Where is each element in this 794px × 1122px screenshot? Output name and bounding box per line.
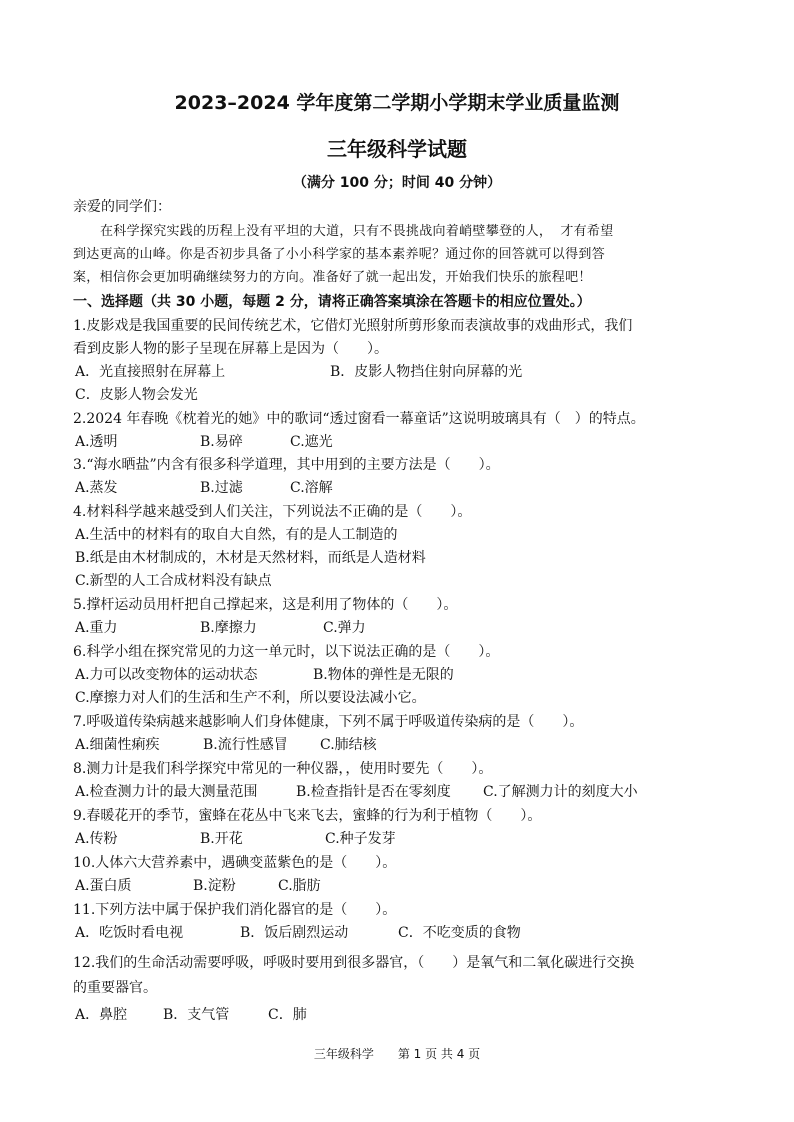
option-c: C.弹力 [323,620,366,636]
option-c: C.新型的人工合成材料没有缺点 [75,573,272,589]
page-footer [0,1045,794,1062]
question-stem: 1.皮影戏是我国重要的民间传统艺术，它借灯光照射所剪形象而表演故事的戏曲形式，我们 [73,318,633,334]
question-stem: 3.“海水晒盐”内含有很多科学道理，其中用到的主要方法是（ ）。 [73,457,500,473]
exam-title: 2023–2024 学年度第二学期小学期末学业质量监测 [174,92,620,114]
option-a: A.透明 [75,434,118,450]
footer-page-number: 第 1 页 共 4 页 [397,1047,481,1061]
option-a: A．鼻腔 [75,1007,128,1023]
footer-subject: 三年级科学 [313,1047,374,1061]
option-a: A.细菌性痢疾 [75,737,160,753]
option-c: C.种子发芽 [325,831,396,847]
option-a: A.重力 [75,620,118,636]
option-b: B.流行性感冒 [203,737,288,753]
question-stem: 8.测力计是我们科学探究中常见的一种仪器，，使用时要先（ ）。 [73,761,493,777]
option-a: A.生活中的材料有的取自大自然，有的是人工制造的 [75,527,398,543]
intro-line: 在科学探究实践的历程上没有平坦的大道，只有不畏挑战向着峭壁攀登的人， 才有希望 [100,224,614,239]
option-b: B．饭后剧烈运动 [240,925,349,941]
section-heading: 一、选择题（共 30 小题，每题 2 分，请将正确答案填涂在答题卡的相应位置处。） [73,294,591,310]
option-b: B.过滤 [200,480,243,496]
option-c: C．皮影人物会发光 [75,387,198,403]
exam-info: （满分 100 分；时间 40 分钟） [292,175,502,191]
option-c: C.遮光 [290,434,333,450]
question-stem: 2.2024 年春晚《枕着光的她》中的歌词“透过窗看一幕童话”这说明玻璃具有（ ）的特点。 [73,411,645,427]
option-b: B．支气管 [163,1007,230,1023]
question-stem: 12.我们的生命活动需要呼吸，呼吸时要用到很多器官，（ ）是氧气和二氧化碳进行交换 [73,955,635,971]
question-stem: 4.材料科学越来越受到人们关注，下列说法不正确的是（ ）。 [73,504,472,520]
option-a: A.检查测力计的最大测量范围 [75,784,258,800]
option-b: B.开花 [200,831,243,847]
question-stem: 看到皮影人物的影子呈现在屏幕上是因为（ ）。 [73,341,388,357]
question-stem: 6.科学小组在探究常见的力这一单元时，以下说法正确的是（ ）。 [73,644,500,660]
option-a: A．吃饭时看电视 [75,925,184,941]
question-stem: 7.呼吸道传染病越来越影响人们身体健康，下列不属于呼吸道传染病的是（ ）。 [73,714,584,730]
intro-line: 案，相信你会更加明确继续努力的方向。准备好了就一起出发，开始我们快乐的旅程吧！ [73,270,592,285]
question-stem: 5.撑杆运动员用杆把自己撑起来，这是利用了物体的（ ）。 [73,597,458,613]
option-b: B.易碎 [200,434,243,450]
option-b: B．皮影人物挡住射向屏幕的光 [330,364,523,380]
question-stem: 10.人体六大营养素中，遇碘变蓝紫色的是（ ）。 [73,855,397,871]
option-a: A.蛋白质 [75,878,132,894]
option-c: C.摩擦力对人们的生活和生产不利，所以要设法减小它。 [75,690,426,706]
question-stem: 的重要器官。 [73,980,157,996]
option-c: C.肺结核 [320,737,377,753]
exam-subtitle: 三年级科学试题 [327,137,467,161]
question-stem: 9.春暖花开的季节，蜜蜂在花丛中飞来飞去，蜜蜂的行为利于植物（ ）。 [73,808,542,824]
option-c: C.了解测力计的刻度大小 [483,784,638,800]
option-c: C．肺 [268,1007,307,1023]
intro-line: 到达更高的山峰。你是否初步具备了小小科学家的基本素养呢？通过你的回答就可以得到答 [73,247,606,262]
option-c: C.溶解 [290,480,333,496]
option-c: C.脂肪 [278,878,321,894]
option-a: A.力可以改变物体的运动状态 [75,667,258,683]
option-b: B.物体的弹性是无限的 [313,667,454,683]
question-stem: 11.下列方法中属于保护我们消化器官的是（ ）。 [73,902,397,918]
option-b: B.摩擦力 [200,620,257,636]
option-c: C．不吃变质的食物 [398,925,521,941]
option-b: B.纸是由木材制成的，木材是天然材料，而纸是人造材料 [75,550,426,566]
option-b: B.检查指针是否在零刻度 [296,784,451,800]
option-b: B.淀粉 [193,878,236,894]
option-a: A.蒸发 [75,480,118,496]
greeting: 亲爱的同学们： [73,199,171,215]
option-a: A.传粉 [75,831,118,847]
option-a: A．光直接照射在屏幕上 [75,364,226,380]
